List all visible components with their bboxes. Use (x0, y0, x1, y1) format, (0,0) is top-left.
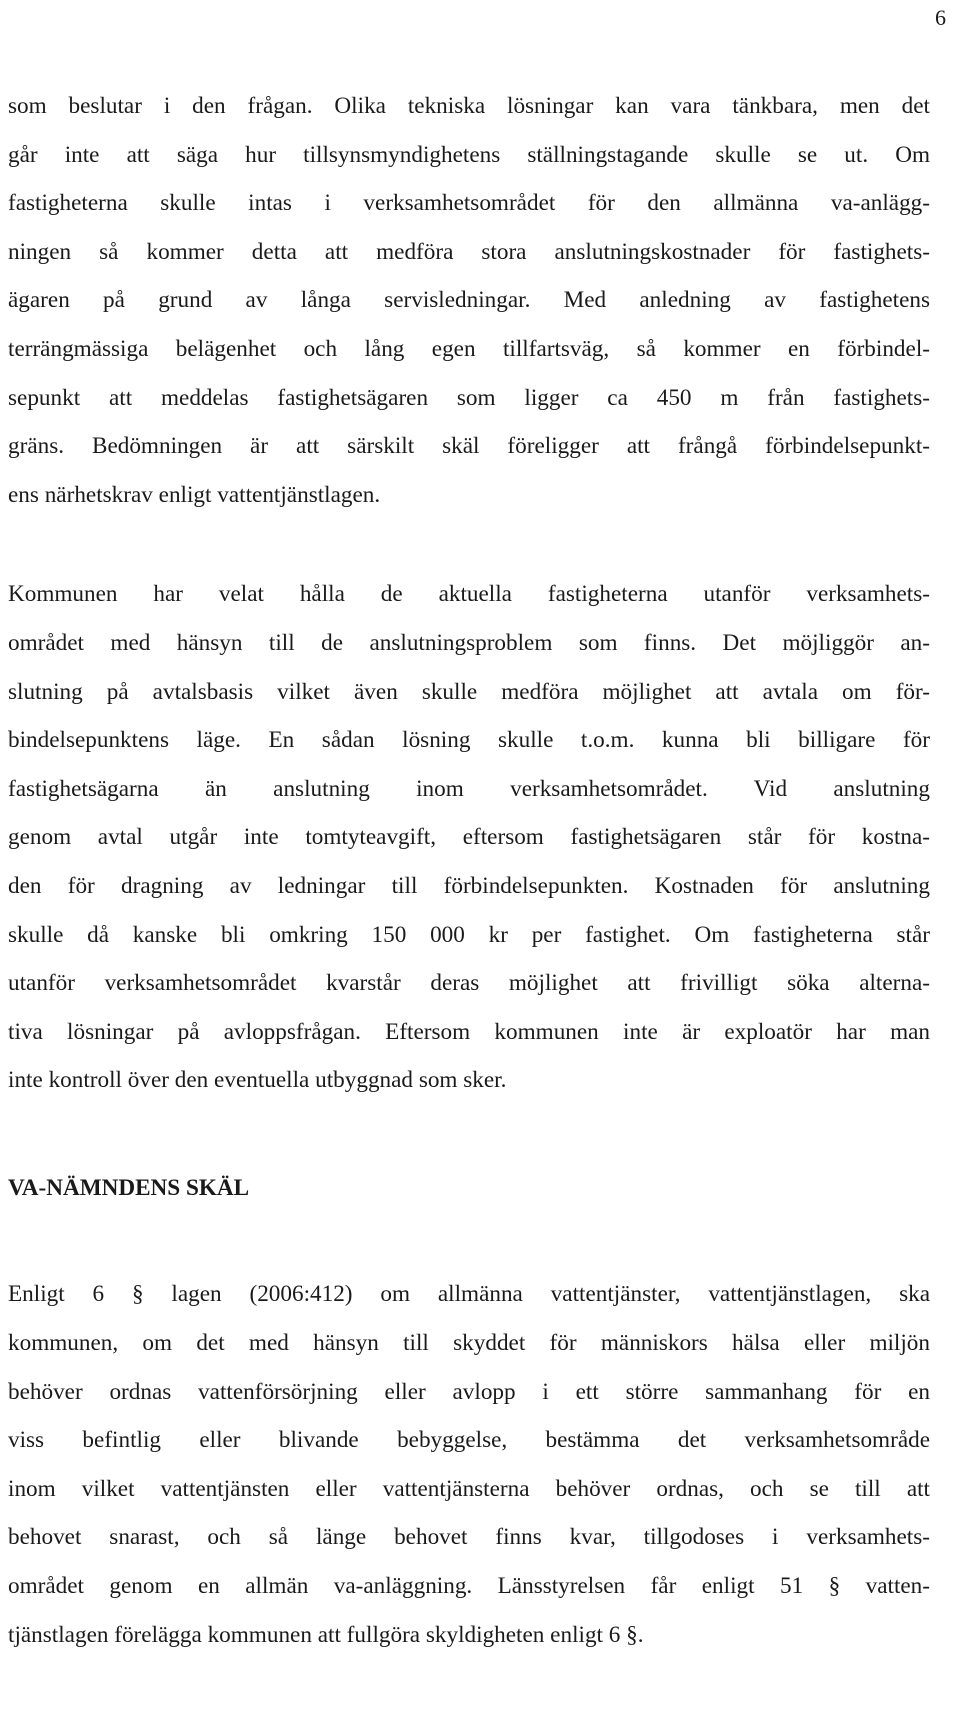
text-line: tjänstlagen förelägga kommunen att fullgöra skyldigheten enligt 6 §. (8, 1621, 644, 1648)
text-line: inte kontroll över den eventuella utbyggnad som sker. (8, 1067, 507, 1094)
paragraph-1 (8, 82, 930, 519)
text-line: utanför verksamhetsområdet kvarstår deras möjlighet att frivilligt söka alterna- (8, 970, 930, 997)
text-line: Kommunen har velat hålla de aktuella fastigheterna utanför verksamhets- (8, 581, 930, 608)
text-line: tiva lösningar på avloppsfrågan. Eftersom kommunen inte är exploatör har man (8, 1018, 930, 1045)
text-line: gräns. Bedömningen är att särskilt skäl föreligger att frångå förbindelsepunkt- (8, 433, 930, 460)
text-line: behöver ordnas vattenförsörjning eller avlopp i ett större sammanhang för en (8, 1378, 930, 1405)
paragraph-spacer (8, 519, 930, 570)
text-line: behovet snarast, och så länge behovet finns kvar, tillgodoses i verksamhets- (8, 1524, 930, 1551)
paragraph-2 (8, 570, 930, 1105)
text-line: ens närhetskrav enligt vattentjänstlagen. (8, 481, 381, 508)
text-line: inom vilket vattentjänsten eller vattentjänsterna behöver ordnas, och se till att (8, 1475, 930, 1502)
text-line: kommunen, om det med hänsyn till skyddet för människors hälsa eller miljön (8, 1330, 930, 1357)
paragraph-spacer (8, 1105, 930, 1164)
text-line: området med hänsyn till de anslutningsproblem som finns. Det möjliggör an- (8, 629, 930, 656)
document-body (8, 82, 930, 1659)
page-number: 6 (935, 5, 946, 30)
text-line: området genom en allmän va-anläggning. Länsstyrelsen får enligt 51 § vatten- (8, 1573, 930, 1600)
text-line: bindelsepunktens läge. En sådan lösning skulle t.o.m. kunna bli billigare för (8, 727, 930, 754)
text-line: går inte att säga hur tillsynsmyndighetens ställningstagande skulle se ut. Om (8, 141, 930, 168)
section-heading: VA-NÄMNDENS SKÄL (8, 1174, 250, 1201)
text-line: fastighetsägarna än anslutning inom verksamhetsområdet. Vid anslutning (8, 775, 930, 802)
text-line: ningen så kommer detta att medföra stora anslutningskostnader för fastighets- (8, 238, 930, 265)
paragraph-3 (8, 1270, 930, 1659)
text-line: slutning på avtalsbasis vilket även skulle medföra möjlighet att avtala om för- (8, 678, 930, 705)
text-line: sepunkt att meddelas fastighetsägaren som ligger ca 450 m från fastighets- (8, 384, 930, 411)
text-line: genom avtal utgår inte tomtyteavgift, eftersom fastighetsägaren står för kostna- (8, 824, 930, 851)
text-line: Enligt 6 § lagen (2006:412) om allmänna vattentjänster, vattentjänstlagen, ska (8, 1281, 930, 1308)
text-line: den för dragning av ledningar till förbindelsepunkten. Kostnaden för anslutning (8, 872, 930, 899)
text-line: skulle då kanske bli omkring 150 000 kr per fastighet. Om fastigheterna står (8, 921, 930, 948)
text-line: fastigheterna skulle intas i verksamhetsområdet för den allmänna va-anlägg- (8, 190, 930, 217)
text-line: som beslutar i den frågan. Olika tekniska lösningar kan vara tänkbara, men det (8, 93, 930, 119)
paragraph-spacer (8, 1212, 930, 1270)
text-line: terrängmässiga belägenhet och lång egen tillfartsväg, så kommer en förbindel- (8, 335, 930, 362)
text-line: ägaren på grund av långa servisledningar. Med anledning av fastighetens (8, 287, 930, 314)
text-line: viss befintlig eller blivande bebyggelse, bestämma det verksamhetsområde (8, 1427, 930, 1454)
